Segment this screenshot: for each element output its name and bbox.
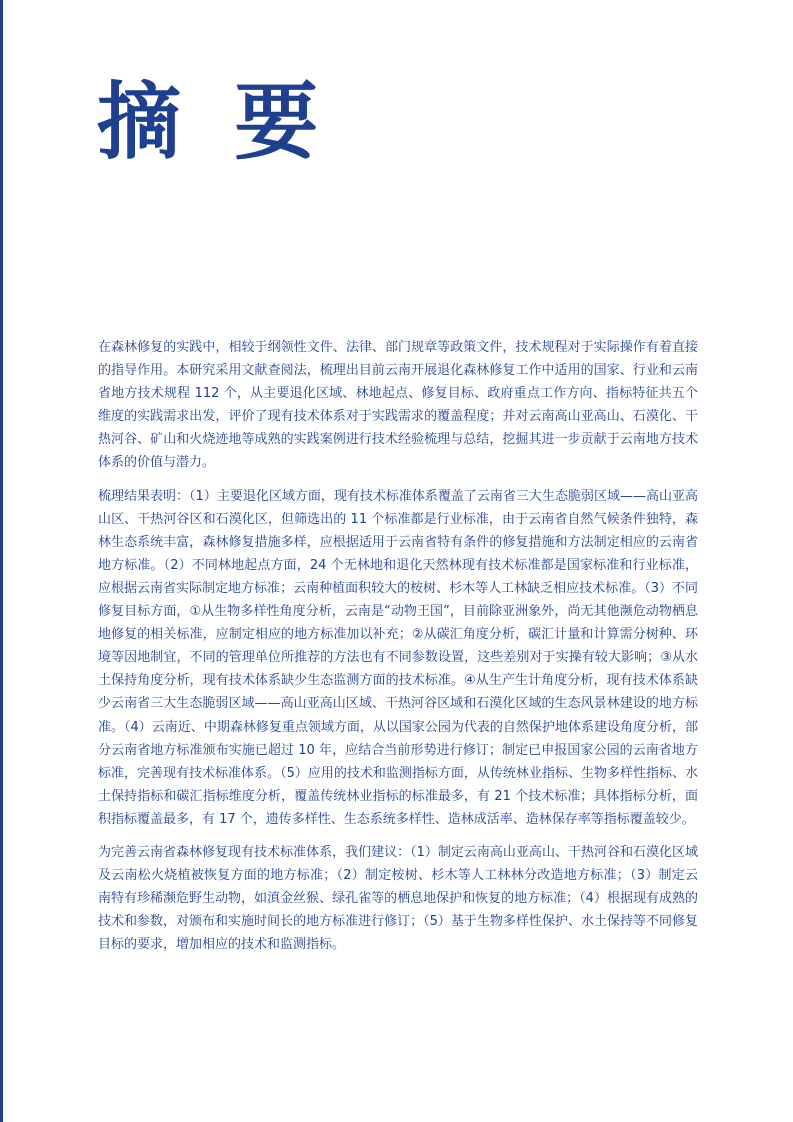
page-title: 摘 要 (97, 73, 331, 171)
abstract-paragraph-recommendations: 为完善云南省森林修复现有技术标准体系，我们建议：（1）制定云南高山亚高山、干热河谷和石漠化区域及云南松火烧植被恢复方面的地方标准；（2）制定桉树、杉木等人工林林分改造地方标准；（3）制定云南特有珍稀濒危野生动物，如滇金丝猴、绿孔雀等的栖息地保护和恢复的地方标准；（4）根据现有成熟的技术和参数，对颁布和实施时间长的地方标准进行修订；（5）基于生物多样性保护、水土保持等不同修复目标的要求，增加相应的技术和监测指标。 (98, 844, 698, 953)
left-accent-rule (0, 0, 3, 1122)
abstract-body (98, 336, 698, 966)
abstract-paragraph-intro: 在森林修复的实践中，相较于纲领性文件、法律、部门规章等政策文件，技术规程对于实际操作有着直接的指导作用。本研究采用文献查阅法，梳理出目前云南开展退化森林修复工作中适用的国家、行业和云南省地方技术规程 112 个，从主要退化区域、林地起点、修复目标、政府重点工作方向、指标特征共五个维度的实践需求出发，评价了现有技术体系对于实践需求的覆盖程度；并对云南高山亚高山、石漠化、干热河谷、矿山和火烧迹地等成熟的实践案例进行技术经验梳理与总结，挖掘其进一步贡献于云南地方技术体系的价值与潜力。 (98, 340, 698, 471)
abstract-paragraph-results: 梳理结果表明：（1）主要退化区域方面，现有技术标准体系覆盖了云南省三大生态脆弱区域——高山亚高山区、干热河谷区和石漠化区，但筛选出的 11 个标准都是行业标准，由于云南省自然气候条件独特，森林生态系统丰富，森林修复措施多样，应根据适用于云南省特有条件的修复措施和方法制定相应的云南省地方标准。（2）不同林地起点方面，24 个无林地和退化天然林现有技术标准都是国家标准和行业标准，应根据云南省实际制定地方标准；云南种植面积较大的桉树、杉木等人工林缺乏相应技术标准。（3）不同修复目标方面，①从生物多样性角度分析，云南是“动物王国”，目前除亚洲象外，尚无其他濒危动物栖息地修复的相关标准，应制定相应的地方标准加以补充；②从碳汇角度分析，碳汇计量和计算需分树种、环境等因地制宜，不同的管理单位所推荐的方法也有不同参数设置，这些差别对于实操有较大影响；③从水土保持角度分析，现有技术体系缺少生态监测方面的技术标准。④从生产生计角度分析，现有技术体系缺少云南省三大生态脆弱区域——高山亚高山区域、干热河谷区域和石漠化区域的生态风景林建设的地方标准。（4）云南近、中期森林修复重点领域方面，从以国家公园为代表的自然保护地体系建设角度分析，部分云南省地方标准颁布实施已超过 10 年，应结合当前形势进行修订；制定已申报国家公园的云南省地方标准，完善现有技术标准体系。（5）应用的技术和监测指标方面，从传统林业指标、生物多样性指标、水土保持指标和碳汇指标维度分析，覆盖传统林业指标的标准最多，有 21 个技术标准；具体指标分析，面积指标覆盖最多，有 17 个，遗传多样性、生态系统多样性、造林成活率、造林保存率等指标覆盖较少。 (98, 488, 698, 827)
